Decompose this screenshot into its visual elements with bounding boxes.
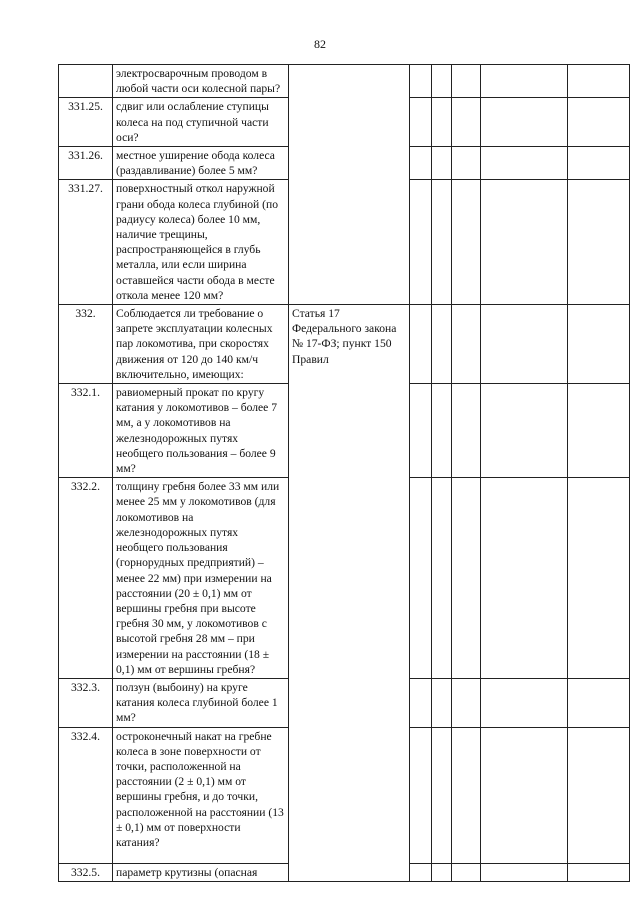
table-row	[59, 305, 630, 384]
note-cell	[568, 863, 630, 881]
legal-reference-cell: Статья 17 Федерального закона № 17-ФЗ; пункт 150 Правил	[289, 305, 410, 882]
comment-cell	[481, 147, 568, 180]
answer-no-cell	[432, 678, 452, 727]
answer-na-cell	[452, 147, 481, 180]
answer-no-cell	[432, 305, 452, 384]
row-number: 331.27.	[59, 180, 113, 305]
comment-cell	[481, 478, 568, 679]
row-question: параметр крутизны (опасная	[113, 863, 289, 881]
row-number: 332.5.	[59, 863, 113, 881]
comment-cell	[481, 180, 568, 305]
comment-cell	[481, 65, 568, 98]
answer-yes-cell	[410, 98, 432, 147]
answer-na-cell	[452, 384, 481, 478]
answer-yes-cell	[410, 863, 432, 881]
row-number: 332.4.	[59, 727, 113, 863]
answer-yes-cell	[410, 384, 432, 478]
row-number: 332.3.	[59, 678, 113, 727]
legal-reference-cell	[289, 65, 410, 305]
comment-cell	[481, 305, 568, 384]
row-question: Соблюдается ли требование о запрете эксплуатации колесных пар локомотива, при скоростях движения от 120 до 140 км/ч включительно, имеющих:	[113, 305, 289, 384]
answer-no-cell	[432, 727, 452, 863]
row-question: толщину гребня более 33 мм или менее 25 мм у локомотивов (для локомотивов на железнодорожных путях необщего пользования (горнорудных предприятий) – менее 22 мм) при измерении на расстоянии (20 ± 0,1) мм от вершины гребня при высоте гребня 30 мм, у локомотивов с высотой гребня 28 мм – при измерении на расстоянии (18 ± 0,1) мм от вершины гребня?	[113, 478, 289, 679]
answer-na-cell	[452, 65, 481, 98]
answer-na-cell	[452, 863, 481, 881]
row-number: 332.2.	[59, 478, 113, 679]
note-cell	[568, 65, 630, 98]
row-question: электросварочным проводом в любой части оси колесной пары?	[113, 65, 289, 98]
row-question: сдвиг или ослабление ступицы колеса на под ступичной части оси?	[113, 98, 289, 147]
answer-yes-cell	[410, 65, 432, 98]
note-cell	[568, 305, 630, 384]
comment-cell	[481, 863, 568, 881]
note-cell	[568, 180, 630, 305]
answer-no-cell	[432, 180, 452, 305]
answer-yes-cell	[410, 727, 432, 863]
answer-no-cell	[432, 98, 452, 147]
row-question: ползун (выбоину) на круге катания колеса глубиной более 1 мм?	[113, 678, 289, 727]
answer-na-cell	[452, 478, 481, 679]
row-question: остроконечный накат на гребне колеса в зоне поверхности от точки, расположенной на расстоянии (2 ± 0,1) мм от вершины гребня, и до точки, расположенной на расстоянии (13 ± 0,1) мм от поверхности катания?	[113, 727, 289, 863]
note-cell	[568, 147, 630, 180]
note-cell	[568, 678, 630, 727]
answer-na-cell	[452, 98, 481, 147]
row-number: 332.1.	[59, 384, 113, 478]
answer-yes-cell	[410, 305, 432, 384]
row-question: местное уширение обода колеса (раздавливание) более 5 мм?	[113, 147, 289, 180]
answer-no-cell	[432, 384, 452, 478]
answer-na-cell	[452, 305, 481, 384]
comment-cell	[481, 384, 568, 478]
answer-yes-cell	[410, 678, 432, 727]
answer-na-cell	[452, 727, 481, 863]
table-row	[59, 65, 630, 98]
row-number: 332.	[59, 305, 113, 384]
answer-no-cell	[432, 147, 452, 180]
checklist-table	[58, 64, 630, 882]
note-cell	[568, 384, 630, 478]
row-question: равиомерный прокат по кругу катания у локомотивов – более 7 мм, а у локомотивов на железнодорожных путях необщего пользования – более 9 мм?	[113, 384, 289, 478]
note-cell	[568, 478, 630, 679]
answer-yes-cell	[410, 180, 432, 305]
note-cell	[568, 98, 630, 147]
answer-na-cell	[452, 678, 481, 727]
row-number	[59, 65, 113, 98]
answer-no-cell	[432, 65, 452, 98]
answer-yes-cell	[410, 478, 432, 679]
row-number: 331.26.	[59, 147, 113, 180]
note-cell	[568, 727, 630, 863]
comment-cell	[481, 727, 568, 863]
answer-no-cell	[432, 478, 452, 679]
comment-cell	[481, 98, 568, 147]
row-question: поверхностный откол наружной грани обода колеса глубиной (по радиусу колеса) более 10 мм, наличие трещины, распространяющейся в глубь металла, или если ширина оставшейся части обода в месте откола менее 120 мм?	[113, 180, 289, 305]
page-number: 82	[314, 37, 326, 51]
row-number: 331.25.	[59, 98, 113, 147]
answer-na-cell	[452, 180, 481, 305]
answer-yes-cell	[410, 147, 432, 180]
answer-no-cell	[432, 863, 452, 881]
comment-cell	[481, 678, 568, 727]
